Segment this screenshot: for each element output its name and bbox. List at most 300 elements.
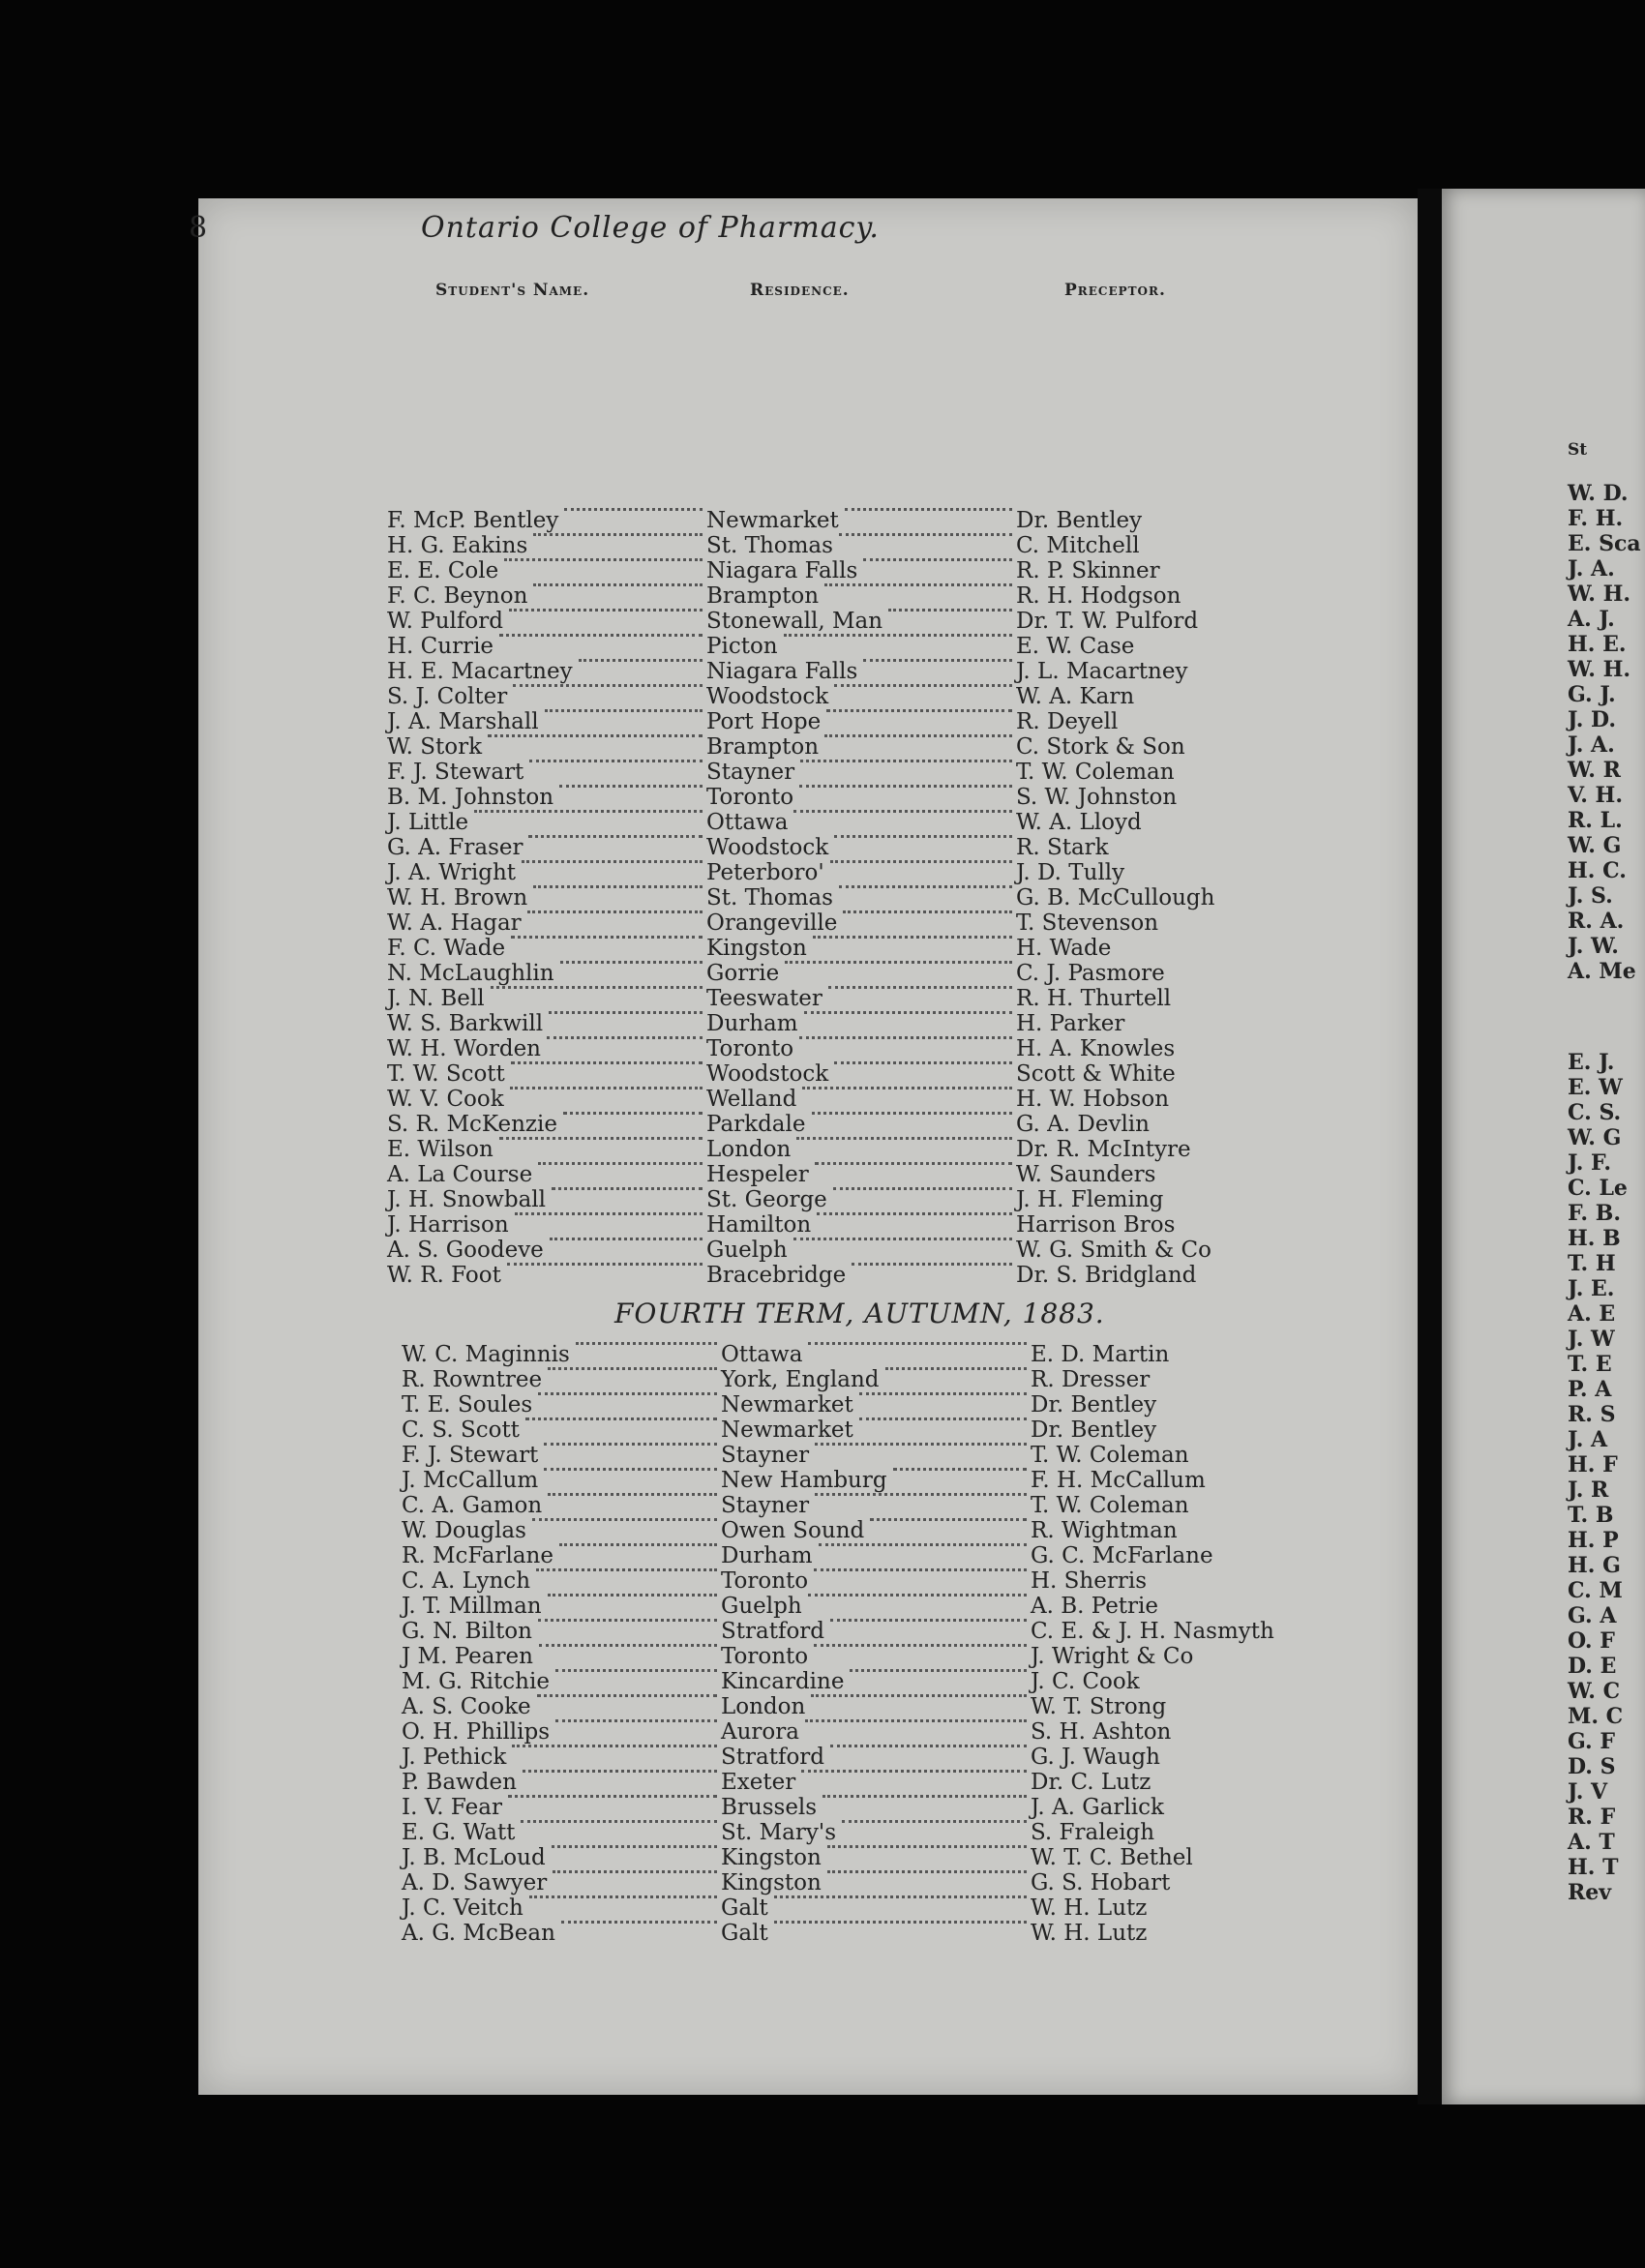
right-page-entry: M. C [1568, 1704, 1624, 1729]
student-name: H. Currie [387, 634, 494, 659]
residence: Durham [721, 1543, 813, 1568]
right-page-entry: H. C. [1568, 858, 1627, 883]
student-name: T. W. Scott [387, 1061, 505, 1087]
residence: Kingston [706, 936, 807, 961]
right-page-entry: W. G [1568, 1125, 1622, 1150]
preceptor: R. P. Skinner [1016, 558, 1160, 583]
residence: Toronto [721, 1568, 809, 1594]
preceptor: H. Parker [1016, 1011, 1125, 1036]
residence: Brampton [706, 734, 820, 760]
dot-leader [511, 936, 703, 939]
student-name: J. Little [387, 810, 469, 835]
preceptor: Dr. C. Lutz [1031, 1770, 1152, 1795]
preceptor: E. W. Case [1016, 634, 1135, 659]
residence: Toronto [706, 1036, 794, 1061]
preceptor: Dr. S. Bridgland [1016, 1263, 1197, 1288]
dot-leader [842, 1820, 1027, 1823]
dot-leader [544, 1468, 717, 1471]
student-name: B. M. Johnston [387, 785, 554, 810]
student-name: O. H. Phillips [402, 1719, 551, 1745]
student-name: G. A. Fraser [387, 835, 523, 860]
dot-leader [512, 1745, 717, 1747]
residence: Bracebridge [706, 1263, 847, 1288]
right-page-entry: W. R [1568, 758, 1621, 783]
right-page-entry: D. S [1568, 1754, 1616, 1779]
dot-leader [814, 1568, 1027, 1571]
preceptor: J. C. Cook [1031, 1669, 1140, 1694]
preceptor: J. H. Fleming [1016, 1187, 1164, 1212]
right-page-header: St [1568, 440, 1588, 460]
dot-leader [555, 1669, 717, 1672]
student-name: S. J. Colter [387, 684, 508, 709]
residence: Newmarket [721, 1418, 853, 1443]
dot-leader [843, 910, 1012, 913]
right-page-entry: H. B [1568, 1226, 1621, 1251]
right-page-entry: J. W [1568, 1327, 1615, 1352]
student-name: G. N. Bilton [402, 1619, 532, 1644]
dot-leader [539, 1644, 717, 1647]
residence: Niagara Falls [706, 558, 858, 583]
right-page-entry: R. L. [1568, 808, 1623, 833]
preceptor: W. Saunders [1016, 1162, 1156, 1187]
preceptor: Harrison Bros [1016, 1212, 1176, 1238]
dot-leader [885, 1367, 1027, 1370]
residence: Newmarket [721, 1392, 853, 1418]
student-name: A. S. Goodeve [387, 1238, 544, 1263]
student-name: W. V. Cook [387, 1087, 504, 1112]
dot-leader [784, 634, 1012, 637]
preceptor: S. W. Johnston [1016, 785, 1178, 810]
right-page-entry: V. H. [1568, 783, 1623, 808]
residence: Kingston [721, 1845, 822, 1870]
dot-leader [550, 1238, 703, 1240]
student-name: E. E. Cole [387, 558, 499, 583]
dot-leader [555, 1719, 717, 1722]
dot-leader [802, 1087, 1012, 1089]
dot-leader [811, 1694, 1027, 1697]
residence: Woodstock [706, 1061, 829, 1087]
preceptor: W. H. Lutz [1031, 1921, 1148, 1946]
residence: Newmarket [706, 508, 839, 533]
residence: St. Thomas [706, 885, 833, 910]
student-name: J. A. Marshall [387, 709, 539, 734]
right-page-entry: W. H. [1568, 582, 1631, 607]
preceptor: J. L. Macartney [1016, 659, 1188, 684]
dot-leader [559, 1543, 717, 1546]
right-page-entry: H. E. [1568, 632, 1627, 657]
preceptor: W. G. Smith & Co [1016, 1238, 1211, 1263]
right-page-entry: J. E. [1568, 1276, 1615, 1301]
right-page-entry: T. E [1568, 1352, 1612, 1377]
dot-leader [812, 1112, 1012, 1115]
right-page-entry: H. G [1568, 1553, 1621, 1578]
dot-leader [499, 1137, 703, 1140]
student-name: W. Pulford [387, 609, 503, 634]
preceptor: R. Deyell [1016, 709, 1119, 734]
dot-leader [817, 1212, 1012, 1215]
student-name: W. H. Brown [387, 885, 528, 910]
residence: Orangeville [706, 910, 838, 936]
dot-leader [813, 936, 1012, 939]
dot-leader [515, 1212, 703, 1215]
dot-leader [852, 1263, 1012, 1266]
preceptor: W. H. Lutz [1031, 1895, 1148, 1921]
right-page-entry: E. J. [1568, 1050, 1615, 1075]
residence: Brussels [721, 1795, 818, 1820]
residence: Galt [721, 1895, 768, 1921]
dot-leader [474, 810, 703, 813]
dot-leader [523, 1770, 717, 1773]
preceptor: R. Wightman [1031, 1518, 1178, 1543]
dot-leader [801, 1770, 1027, 1773]
preceptor: F. H. McCallum [1031, 1468, 1206, 1493]
right-page-entry: J. A. [1568, 556, 1615, 582]
right-page-entry: J. D. [1568, 707, 1616, 732]
dot-leader [888, 609, 1012, 612]
residence: Parkdale [706, 1112, 806, 1137]
right-page-entry: H. P [1568, 1528, 1619, 1553]
dot-leader [828, 986, 1012, 989]
dot-leader [509, 609, 703, 612]
student-name: H. G. Eakins [387, 533, 528, 558]
dot-leader [548, 1367, 717, 1370]
right-page-entry: G. J. [1568, 682, 1616, 707]
preceptor: W. T. Strong [1031, 1694, 1167, 1719]
residence: St. Mary's [721, 1820, 836, 1845]
dot-leader [805, 1719, 1027, 1722]
dot-leader [827, 1870, 1027, 1873]
preceptor: Dr. Bentley [1016, 508, 1143, 533]
preceptor: H. A. Knowles [1016, 1036, 1176, 1061]
dot-leader [511, 1061, 703, 1064]
dot-leader [508, 1795, 717, 1798]
header-preceptor: Preceptor. [1064, 281, 1166, 300]
dot-leader [826, 709, 1012, 712]
dot-leader [815, 1443, 1027, 1446]
dot-leader [824, 583, 1012, 586]
right-page-entry: A. T [1568, 1830, 1615, 1855]
dot-leader [819, 1543, 1027, 1546]
residence: Kingston [721, 1870, 822, 1895]
residence: Woodstock [706, 835, 829, 860]
student-name: N. McLaughlin [387, 961, 554, 986]
right-page-entry: A. J. [1568, 607, 1615, 632]
student-name: J. McCallum [402, 1468, 539, 1493]
dot-leader [510, 1087, 703, 1089]
header-residence: Residence. [750, 281, 850, 300]
student-name: C. A. Gamon [402, 1493, 543, 1518]
residence: Welland [706, 1087, 797, 1112]
dot-leader [863, 558, 1012, 561]
residence: Toronto [706, 785, 794, 810]
preceptor: Dr. T. W. Pulford [1016, 609, 1199, 634]
dot-leader [839, 533, 1012, 536]
dot-leader [533, 885, 703, 888]
right-page-entry: H. F [1568, 1452, 1618, 1477]
student-name: J. Pethick [402, 1745, 507, 1770]
student-name: J. N. Bell [387, 986, 485, 1011]
page-number: 8 [189, 211, 208, 245]
right-page-entry: W. C [1568, 1679, 1621, 1704]
student-name: E. Wilson [387, 1137, 494, 1162]
right-page-entry: R. F [1568, 1805, 1616, 1830]
dot-leader [785, 961, 1012, 964]
residence: Durham [706, 1011, 798, 1036]
dot-leader [538, 1392, 717, 1395]
student-name: W. A. Hagar [387, 910, 522, 936]
residence: Kincardine [721, 1669, 845, 1694]
preceptor: T. W. Coleman [1016, 760, 1175, 785]
right-page-entry: A. E [1568, 1301, 1616, 1327]
student-name: J. A. Wright [387, 860, 517, 885]
residence: Stratford [721, 1745, 825, 1770]
right-page-entry: J. A. [1568, 732, 1615, 758]
dot-leader [548, 1594, 717, 1597]
right-page-entry: W. D. [1568, 481, 1629, 506]
right-page-entry: J. F. [1568, 1150, 1612, 1176]
residence: Brampton [706, 583, 820, 609]
preceptor: J. Wright & Co [1031, 1644, 1194, 1669]
right-page-entry: O. F [1568, 1628, 1615, 1654]
residence: Ottawa [706, 810, 789, 835]
right-page-entry: C. M [1568, 1578, 1623, 1603]
student-name: E. G. Watt [402, 1820, 516, 1845]
dot-leader [815, 1493, 1027, 1496]
dot-leader [814, 1644, 1027, 1647]
student-name: J M. Pearen [402, 1644, 533, 1669]
dot-leader [579, 659, 703, 662]
residence: Stayner [721, 1443, 810, 1468]
dot-leader [834, 835, 1012, 838]
preceptor: R. H. Thurtell [1016, 986, 1172, 1011]
residence: Port Hope [706, 709, 822, 734]
residence: London [721, 1694, 806, 1719]
residence: Toronto [721, 1644, 809, 1669]
preceptor: E. D. Martin [1031, 1342, 1170, 1367]
student-name: R. McFarlane [402, 1543, 553, 1568]
student-name: J. B. McLoud [402, 1845, 546, 1870]
residence: Aurora [721, 1719, 799, 1745]
book-gutter [1418, 189, 1442, 2104]
dot-leader [800, 760, 1012, 762]
residence: Stayner [706, 760, 795, 785]
student-name: A. G. McBean [402, 1921, 555, 1946]
section-title: FOURTH TERM, AUTUMN, 1883. [614, 1298, 1105, 1329]
right-page-entry: G. F [1568, 1729, 1615, 1754]
dot-leader [533, 533, 703, 536]
student-name: I. V. Fear [402, 1795, 502, 1820]
preceptor: J. A. Garlick [1031, 1795, 1164, 1820]
dot-leader [799, 1036, 1012, 1039]
preceptor: W. A. Lloyd [1016, 810, 1142, 835]
dot-leader [822, 1795, 1027, 1798]
preceptor: Dr. Bentley [1031, 1392, 1157, 1418]
preceptor: R. Dresser [1031, 1367, 1151, 1392]
right-page-entry: J. V [1568, 1779, 1608, 1805]
student-name: S. R. McKenzie [387, 1112, 558, 1137]
dot-leader [528, 835, 703, 838]
student-name: F. J. Stewart [402, 1443, 539, 1468]
residence: Teeswater [706, 986, 822, 1011]
residence: York, England [721, 1367, 880, 1392]
dot-leader [850, 1669, 1027, 1672]
dot-leader [793, 810, 1012, 813]
preceptor: T. W. Coleman [1031, 1493, 1189, 1518]
residence: Stratford [721, 1619, 825, 1644]
dot-leader [833, 1187, 1012, 1190]
right-page-entry: Rev [1568, 1880, 1612, 1905]
student-name: F. J. Stewart [387, 760, 524, 785]
preceptor: G. B. McCullough [1016, 885, 1215, 910]
dot-leader [564, 508, 703, 511]
preceptor: G. S. Hobart [1031, 1870, 1171, 1895]
dot-leader [845, 508, 1012, 511]
student-name: H. E. Macartney [387, 659, 573, 684]
dot-leader [537, 1694, 717, 1697]
preceptor: S. H. Ashton [1031, 1719, 1172, 1745]
dot-leader [529, 760, 703, 762]
right-page-entry: J. W. [1568, 934, 1619, 959]
student-name: F. C. Wade [387, 936, 506, 961]
dot-leader [870, 1518, 1027, 1521]
right-page-entry: J. A [1568, 1427, 1608, 1452]
preceptor: G. A. Devlin [1016, 1112, 1150, 1137]
preceptor: C. Stork & Son [1016, 734, 1185, 760]
dot-leader [830, 1745, 1027, 1747]
dot-leader [839, 885, 1012, 888]
right-page-list-top [1568, 481, 1641, 984]
preceptor: W. A. Karn [1016, 684, 1135, 709]
dot-leader [499, 634, 703, 637]
dot-leader [804, 1011, 1012, 1014]
student-name: P. Bawden [402, 1770, 517, 1795]
dot-leader [521, 1820, 717, 1823]
right-page-entry: G. A [1568, 1603, 1617, 1628]
dot-leader [830, 860, 1012, 863]
dot-leader [552, 1187, 703, 1190]
page-title: Ontario College of Pharmacy. [421, 211, 880, 245]
right-page-entry: T. H [1568, 1251, 1616, 1276]
right-page-entry: J. S. [1568, 883, 1613, 909]
residence: Owen Sound [721, 1518, 865, 1543]
preceptor: C. E. & J. H. Nasmyth [1031, 1619, 1274, 1644]
right-page-entry: W. G [1568, 833, 1622, 858]
page-header [189, 211, 1156, 250]
right-page-entry: E. W [1568, 1075, 1623, 1100]
dot-leader [525, 1418, 717, 1420]
right-page-entry: D. E [1568, 1654, 1617, 1679]
residence: St. George [706, 1187, 827, 1212]
dot-leader [827, 1845, 1027, 1848]
dot-leader [799, 785, 1012, 788]
preceptor: Scott & White [1016, 1061, 1176, 1087]
dot-leader [548, 1493, 717, 1496]
right-page-entry: C. S. [1568, 1100, 1622, 1125]
student-name: T. E. Soules [402, 1392, 533, 1418]
preceptor: C. Mitchell [1016, 533, 1140, 558]
preceptor: T. Stevenson [1016, 910, 1159, 936]
dot-leader [527, 910, 703, 913]
residence: Exeter [721, 1770, 796, 1795]
residence: St. Thomas [706, 533, 833, 558]
dot-leader [834, 1061, 1012, 1064]
dot-leader [513, 684, 703, 687]
dot-leader [815, 1162, 1012, 1165]
dot-leader [561, 1921, 717, 1924]
dot-leader [532, 1518, 717, 1521]
dot-leader [529, 1895, 717, 1898]
right-page-entry: H. T [1568, 1855, 1619, 1880]
dot-leader [547, 1036, 703, 1039]
dot-leader [863, 659, 1012, 662]
preceptor: S. Fraleigh [1031, 1820, 1155, 1845]
student-name: W. S. Barkwill [387, 1011, 544, 1036]
dot-leader [560, 961, 703, 964]
preceptor: W. T. C. Bethel [1031, 1845, 1193, 1870]
dot-leader [859, 1418, 1027, 1420]
student-name: J. T. Millman [402, 1594, 542, 1619]
residence: Stonewall, Man [706, 609, 883, 634]
residence: Picton [706, 634, 778, 659]
student-name: C. S. Scott [402, 1418, 520, 1443]
right-page-entry: T. B [1568, 1503, 1614, 1528]
preceptor: H. W. Hobson [1016, 1087, 1170, 1112]
right-page-entry: P. A [1568, 1377, 1612, 1402]
right-page-entry: R. S [1568, 1402, 1616, 1427]
dot-leader [576, 1342, 717, 1345]
residence: Guelph [721, 1594, 802, 1619]
right-page-entry: E. Sca [1568, 531, 1641, 556]
preceptor: J. D. Tully [1016, 860, 1125, 885]
residence: Stayner [721, 1493, 810, 1518]
dot-leader [538, 1162, 703, 1165]
preceptor: R. Stark [1016, 835, 1109, 860]
student-name: F. McP. Bentley [387, 508, 559, 533]
preceptor: H. Wade [1016, 936, 1112, 961]
student-name: A. D. Sawyer [402, 1870, 548, 1895]
student-name: R. Rowntree [402, 1367, 543, 1392]
student-name: M. G. Ritchie [402, 1669, 550, 1694]
student-name: A. S. Cooke [402, 1694, 531, 1719]
right-page-entry: F. B. [1568, 1201, 1621, 1226]
preceptor: A. B. Petrie [1031, 1594, 1159, 1619]
dot-leader [824, 734, 1012, 737]
preceptor: G. J. Waugh [1031, 1745, 1160, 1770]
right-page-list-bottom [1568, 1050, 1635, 1905]
residence: London [706, 1137, 792, 1162]
residence: Galt [721, 1921, 768, 1946]
right-page-entry: F. H. [1568, 506, 1624, 531]
header-student-name: Student's Name. [435, 281, 590, 300]
dot-leader [536, 1568, 717, 1571]
dot-leader [491, 986, 703, 989]
residence: New Hamburg [721, 1468, 887, 1493]
right-page-entry: J. R [1568, 1477, 1609, 1503]
dot-leader [808, 1594, 1027, 1597]
dot-leader [808, 1342, 1027, 1345]
dot-leader [504, 558, 703, 561]
residence: Niagara Falls [706, 659, 858, 684]
student-name: J. H. Snowball [387, 1187, 546, 1212]
preceptor: C. J. Pasmore [1016, 961, 1165, 986]
student-name: A. La Course [387, 1162, 533, 1187]
preceptor: G. C. McFarlane [1031, 1543, 1213, 1568]
dot-leader [559, 785, 703, 788]
student-name: C. A. Lynch [402, 1568, 531, 1594]
student-name: J. Harrison [387, 1212, 509, 1238]
residence: Ottawa [721, 1342, 803, 1367]
residence: Peterboro' [706, 860, 824, 885]
